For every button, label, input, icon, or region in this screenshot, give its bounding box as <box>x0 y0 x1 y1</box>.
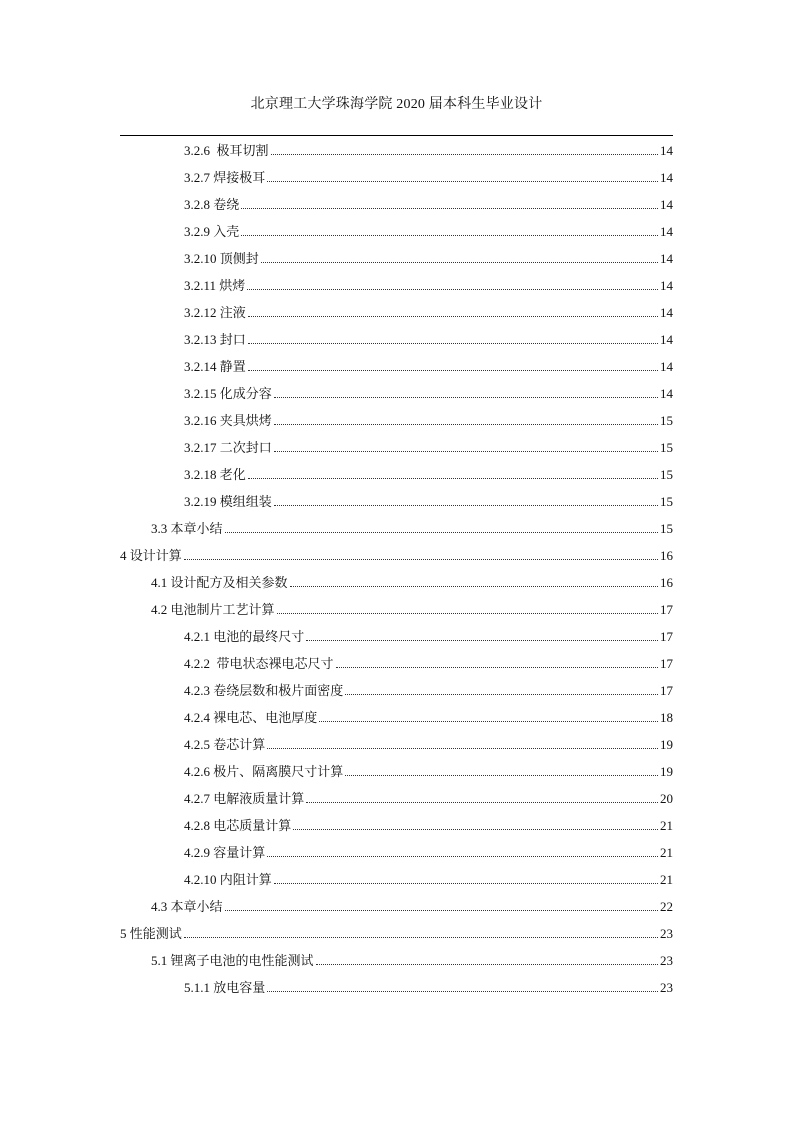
toc-dot-leader <box>293 829 658 830</box>
toc-page-number: 15 <box>660 494 673 509</box>
toc-page-number: 23 <box>660 980 673 995</box>
toc-dot-leader <box>345 775 658 776</box>
toc-page-number: 16 <box>660 548 673 563</box>
toc-entry[interactable] <box>184 623 673 650</box>
toc-page-number: 15 <box>660 413 673 428</box>
toc-page-number: 14 <box>660 143 673 158</box>
toc-dot-leader <box>319 721 658 722</box>
toc-entry-title: 4.2.1 电池的最终尺寸 <box>184 629 305 644</box>
toc-entry-title: 3.2.6 极耳切割 <box>184 143 269 158</box>
toc-entry[interactable] <box>184 407 673 434</box>
toc-entry-title: 5.1 锂离子电池的电性能测试 <box>151 953 314 968</box>
toc-entry[interactable] <box>184 758 673 785</box>
toc-entry[interactable] <box>184 461 673 488</box>
toc-entry-title: 3.2.15 化成分容 <box>184 386 272 401</box>
toc-entry-title: 3.2.8 卷绕 <box>184 197 240 212</box>
toc-entry-title: 4.2.2 带电状态裸电芯尺寸 <box>184 656 334 671</box>
toc-entry-title: 3.2.7 焊接极耳 <box>184 170 266 185</box>
toc-dot-leader <box>316 964 658 965</box>
toc-dot-leader <box>184 559 658 560</box>
toc-dot-leader <box>274 883 658 884</box>
toc-page-number: 22 <box>660 899 673 914</box>
toc-entry[interactable] <box>184 434 673 461</box>
toc-entry-title: 4.2.8 电芯质量计算 <box>184 818 292 833</box>
toc-dot-leader <box>274 505 658 506</box>
toc-page-number: 14 <box>660 332 673 347</box>
toc-dot-leader <box>277 613 658 614</box>
toc-page-number: 14 <box>660 386 673 401</box>
toc-entry-title: 4.2.4 裸电芯、电池厚度 <box>184 710 318 725</box>
toc-entry[interactable] <box>151 596 673 623</box>
toc-page-number: 14 <box>660 251 673 266</box>
toc-page-number: 14 <box>660 224 673 239</box>
toc-entry[interactable] <box>184 191 673 218</box>
toc-entry[interactable] <box>184 164 673 191</box>
toc-dot-leader <box>184 937 658 938</box>
toc-entry[interactable] <box>184 326 673 353</box>
toc-entry[interactable] <box>184 380 673 407</box>
toc-dot-leader <box>241 235 658 236</box>
toc-dot-leader <box>345 694 658 695</box>
toc-entry-title: 3.2.16 夹具烘烤 <box>184 413 272 428</box>
toc-dot-leader <box>248 316 658 317</box>
toc-dot-leader <box>225 910 658 911</box>
toc-dot-leader <box>271 154 658 155</box>
toc-entry[interactable] <box>184 272 673 299</box>
toc-entry-title: 4.2.10 内阻计算 <box>184 872 272 887</box>
toc-dot-leader <box>225 532 658 533</box>
toc-entry-title: 4.2.7 电解液质量计算 <box>184 791 305 806</box>
toc-entry[interactable] <box>184 731 673 758</box>
toc-entry-title: 3.2.19 模组组装 <box>184 494 272 509</box>
toc-entry[interactable] <box>184 245 673 272</box>
toc-entry[interactable] <box>184 866 673 893</box>
toc-dot-leader <box>336 667 658 668</box>
toc-entry-title: 4 设计计算 <box>120 548 182 563</box>
toc-entry[interactable] <box>184 785 673 812</box>
toc-page-number: 17 <box>660 683 673 698</box>
toc-dot-leader <box>248 478 658 479</box>
toc-entry-title: 5.1.1 放电容量 <box>184 980 266 995</box>
toc-page-number: 20 <box>660 791 673 806</box>
toc-dot-leader <box>306 640 658 641</box>
toc-page-number: 17 <box>660 602 673 617</box>
toc-entry[interactable] <box>151 515 673 542</box>
toc-page-number: 14 <box>660 197 673 212</box>
toc-dot-leader <box>267 748 658 749</box>
toc-entry-title: 3.3 本章小结 <box>151 521 223 536</box>
toc-entry[interactable] <box>120 920 673 947</box>
toc-entry[interactable] <box>184 488 673 515</box>
toc-page-number: 21 <box>660 845 673 860</box>
toc-entry-title: 3.2.10 顶侧封 <box>184 251 259 266</box>
toc-entry[interactable] <box>184 677 673 704</box>
toc-dot-leader <box>274 424 658 425</box>
toc-dot-leader <box>274 397 658 398</box>
toc-entry[interactable] <box>184 353 673 380</box>
toc-entry-title: 4.2.9 容量计算 <box>184 845 266 860</box>
toc-dot-leader <box>290 586 658 587</box>
toc-page-number: 21 <box>660 818 673 833</box>
toc-dot-leader <box>267 181 658 182</box>
toc-entry-title: 4.2.6 极片、隔离膜尺寸计算 <box>184 764 344 779</box>
toc-page-number: 23 <box>660 953 673 968</box>
toc-dot-leader <box>241 208 658 209</box>
toc-page-number: 14 <box>660 305 673 320</box>
toc-page-number: 19 <box>660 764 673 779</box>
toc-page-number: 15 <box>660 521 673 536</box>
toc-entry-title: 4.2.3 卷绕层数和极片面密度 <box>184 683 344 698</box>
toc-page-number: 14 <box>660 359 673 374</box>
toc-entry[interactable] <box>151 893 673 920</box>
toc-page-number: 21 <box>660 872 673 887</box>
toc-dot-leader <box>261 262 658 263</box>
toc-entry[interactable] <box>184 812 673 839</box>
toc-page-number: 17 <box>660 656 673 671</box>
toc-entry[interactable] <box>120 542 673 569</box>
toc-entry-title: 3.2.14 静置 <box>184 359 246 374</box>
toc-entry[interactable] <box>151 569 673 596</box>
toc-dot-leader <box>248 343 658 344</box>
toc-page-number: 14 <box>660 170 673 185</box>
page-header: 北京理工大学珠海学院 2020 届本科生毕业设计 <box>250 97 543 112</box>
toc-entry-title: 4.2 电池制片工艺计算 <box>151 602 275 617</box>
toc-entry[interactable] <box>184 218 673 245</box>
toc-dot-leader <box>267 856 658 857</box>
toc-entry-title: 3.2.17 二次封口 <box>184 440 272 455</box>
toc-entry-title: 3.2.11 烘烤 <box>184 278 246 293</box>
header-rule <box>120 135 673 136</box>
toc-dot-leader <box>267 991 658 992</box>
toc-entry[interactable] <box>184 704 673 731</box>
toc-entry[interactable] <box>151 947 673 974</box>
toc-entry-title: 3.2.13 封口 <box>184 332 246 347</box>
toc-dot-leader <box>248 370 658 371</box>
toc-entry[interactable] <box>184 650 673 677</box>
toc-entry-title: 4.1 设计配方及相关参数 <box>151 575 288 590</box>
toc-entry[interactable] <box>184 974 673 1001</box>
toc-page-number: 17 <box>660 629 673 644</box>
toc-entry[interactable] <box>184 137 673 164</box>
toc-dot-leader <box>247 289 658 290</box>
toc-entry-title: 3.2.12 注液 <box>184 305 246 320</box>
toc-entry-title: 3.2.9 入壳 <box>184 224 240 239</box>
toc-dot-leader <box>274 451 658 452</box>
toc-page-number: 15 <box>660 440 673 455</box>
toc-entry[interactable] <box>184 839 673 866</box>
toc-page-number: 23 <box>660 926 673 941</box>
toc-dot-leader <box>306 802 658 803</box>
toc-page-number: 18 <box>660 710 673 725</box>
toc-entry-title: 4.3 本章小结 <box>151 899 223 914</box>
toc-page-number: 16 <box>660 575 673 590</box>
toc-page-number: 19 <box>660 737 673 752</box>
toc-page-number: 15 <box>660 467 673 482</box>
toc-entry[interactable] <box>184 299 673 326</box>
toc-entry-title: 3.2.18 老化 <box>184 467 246 482</box>
toc-entry-title: 4.2.5 卷芯计算 <box>184 737 266 752</box>
toc-entry-title: 5 性能测试 <box>120 926 182 941</box>
toc-page-number: 14 <box>660 278 673 293</box>
